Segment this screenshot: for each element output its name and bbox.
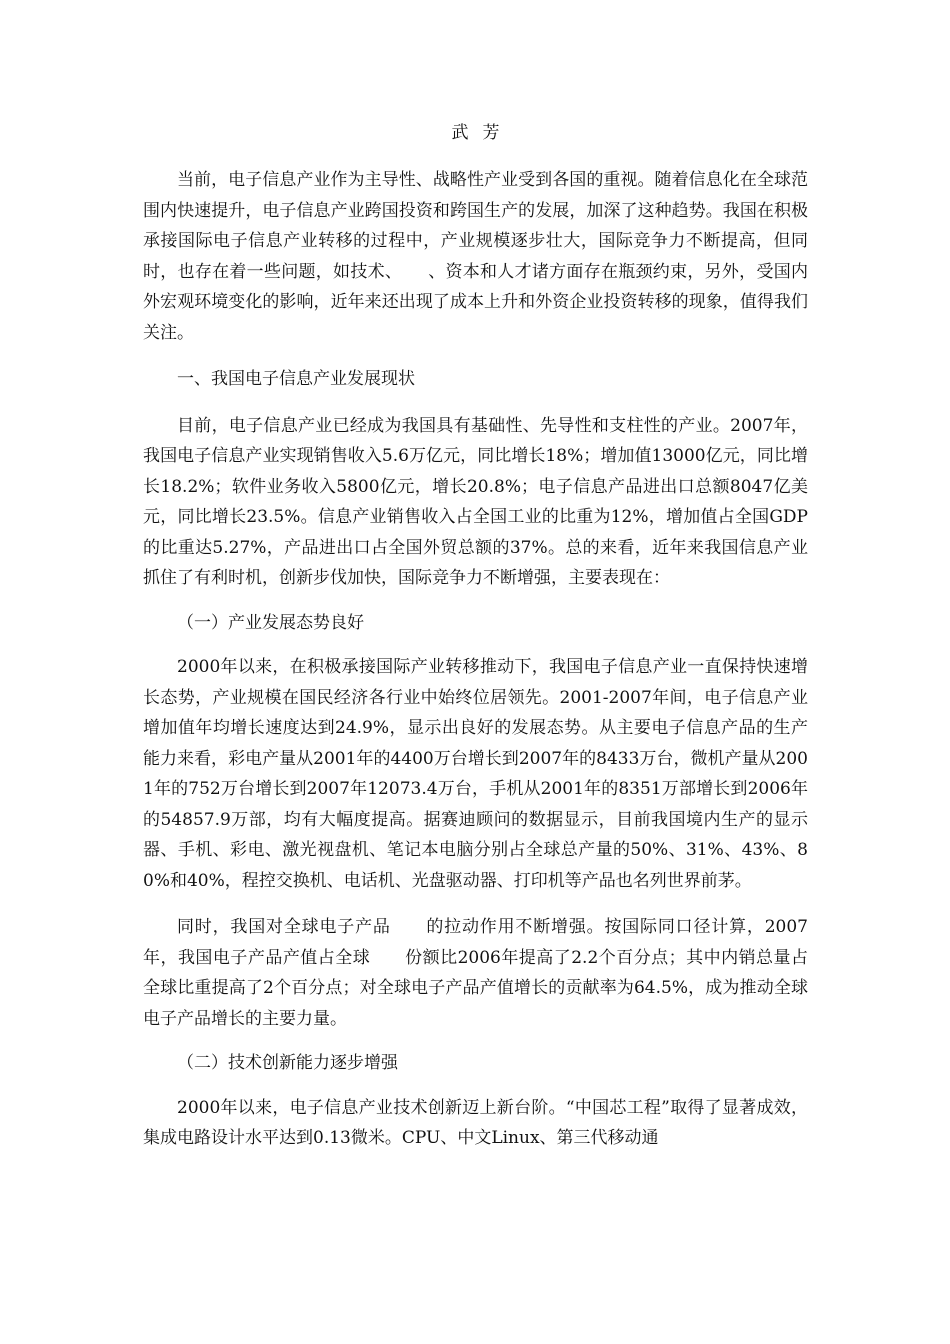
document-page	[143, 118, 808, 1154]
subsection-2-heading: （二）技术创新能力逐步增强	[177, 1053, 398, 1073]
intro-paragraph: 当前，电子信息产业作为主导性、战略性产业受到各国的重视。随着信息化在全球范围内快速提升，电子信息产业跨国投资和跨国生产的发展，加深了这种趋势。我国在积极承接国际电子信息产业转移的过程中，产业规模逐步壮大，国际竞争力不断提高，但同时，也存在着一些问题，如技术、 、资本和人才诸方面存在瓶颈约束，另外，受国内外宏观环境变化的影响，近年来还出现了成本上升和外资企业投资转移的现象，值得我们关注。	[143, 170, 808, 343]
subsection-2-paragraph: 2000年以来，电子信息产业技术创新迈上新台阶。“中国芯工程”取得了显著成效，集成电路设计水平达到0.13微米。CPU、中文Linux、第三代移动通	[143, 1097, 808, 1148]
subsection-1-paragraph-2: 同时，我国对全球电子产品 的拉动作用不断增强。按国际同口径计算，2007年，我国电子产品产值占全球 份额比2006年提高了2.2个百分点；其中内销总量占全球比重提高了2个百分点；对全球电子产品产值增长的贡献率为64.5%，成为推动全球电子产品增长的主要力量。	[143, 917, 808, 1029]
subsection-1-heading: （一）产业发展态势良好	[177, 612, 364, 633]
section-1-paragraph: 目前，电子信息产业已经成为我国具有基础性、先导性和支柱性的产业。2007年，我国电子信息产业实现销售收入5.6万亿元，同比增长18%；增加值13000亿元，同比增长18.2%；软件业务收入5800亿元，增长20.8%；电子信息产品进出口总额8047亿美元，同比增长23.5%。信息产业销售收入占全国工业的比重为12%，增加值占全国GDP的比重达5.27%，产品进出口占全国外贸总额的37%。总的来看，近年来我国信息产业抓住了有利时机，创新步伐加快，国际竞争力不断增强，主要表现在：	[143, 415, 808, 588]
author-name: 武芳	[451, 123, 514, 143]
subsection-1-paragraph: 2000年以来，在积极承接国际产业转移推动下，我国电子信息产业一直保持快速增长态势，产业规模在国民经济各行业中始终位居领先。2001-2007年间，电子信息产业增加值年均增长速度达到24.9%，显示出良好的发展态势。从主要电子信息产品的生产能力来看，彩电产量从2001年的4400万台增长到2007年的8433万台，微机产量从2001年的752万台增长到2007年12073.4万台，手机从2001年的8351万部增长到2006年的54857.9万部，均有大幅度提高。据赛迪顾问的数据显示，目前我国境内生产的显示器、手机、彩电、激光视盘机、笔记本电脑分别占全球总产量的50%、31%、43%、80%和40%，程控交换机、电话机、光盘驱动器、打印机等产品也名列世界前茅。	[143, 657, 808, 891]
section-1-heading: 一、我国电子信息产业发展现状	[177, 369, 415, 389]
